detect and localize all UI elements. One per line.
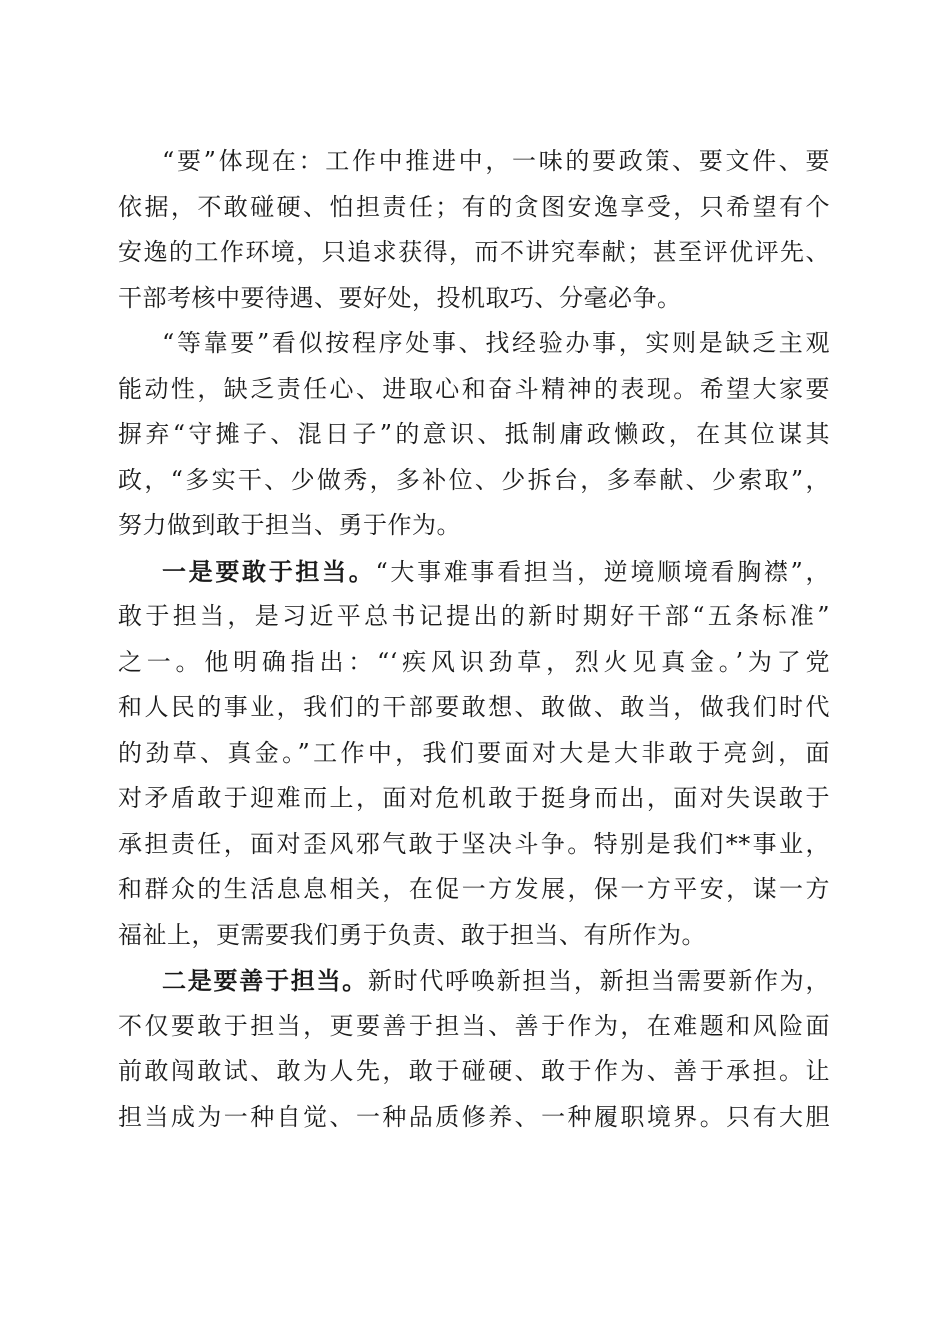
paragraph-line: 依据，不敢碰硬、怕担责任；有的贪图安逸享受，只希望有个 bbox=[118, 192, 830, 221]
paragraph-line: 和人民的事业，我们的干部要敢想、敢做、敢当，做我们时代 bbox=[118, 693, 830, 721]
paragraph-line: 担当成为一种自觉、一种品质修养、一种履职境界。只有大胆 bbox=[118, 1102, 830, 1131]
paragraph-line: 前敢闯敢试、敢为人先，敢于碰硬、敢于作为、善于承担。让 bbox=[118, 1057, 830, 1085]
paragraph-line bbox=[118, 549, 830, 595]
paragraph-line: 承担责任，面对歪风邪气敢于坚决斗争。特别是我们**事业， bbox=[118, 829, 830, 858]
paragraph-line: 不仅要敢于担当，更要善于担当、善于作为，在难题和风险面 bbox=[118, 1011, 830, 1040]
paragraph-lead-heading: 一是要敢于担当。 bbox=[162, 556, 376, 586]
paragraph-line: 敢于担当，是习近平总书记提出的新时期好干部“五条标准” bbox=[118, 602, 830, 630]
paragraph-line: 对矛盾敢于迎难而上，面对危机敢于挺身而出，面对失误敢于 bbox=[118, 784, 830, 812]
paragraph-lead-text: “大事难事看担当，逆境顺境看胸襟”， bbox=[375, 557, 831, 586]
paragraph-line: 福祉上，更需要我们勇于负责、敢于担当、有所作为。 bbox=[118, 920, 706, 949]
paragraph-line: 和群众的生活息息相关，在促一方发展，保一方平安，谋一方 bbox=[118, 875, 830, 903]
paragraph-lead-heading: 二是要善于担当。 bbox=[162, 966, 368, 995]
paragraph-line: 的劲草、真金。”工作中，我们要面对大是大非敢于亮剑，面 bbox=[118, 738, 830, 767]
body-text bbox=[118, 139, 830, 1140]
paragraph-lead-text: 新时代呼唤新担当，新担当需要新作为， bbox=[367, 967, 831, 995]
paragraph-line bbox=[118, 958, 830, 1004]
paragraph-line: 干部考核中要待遇、要好处，投机取巧、分毫必争。 bbox=[118, 283, 682, 312]
paragraph-line: “等靠要”看似按程序处事、找经验办事，实则是缺乏主观 bbox=[162, 329, 830, 357]
paragraph-line: 之一。他明确指出：“‘疾风识劲草，烈火见真金。’为了党 bbox=[118, 647, 830, 676]
paragraph-line: 努力做到敢于担当、勇于作为。 bbox=[118, 511, 461, 539]
paragraph-line: “要”体现在：工作中推进中，一味的要政策、要文件、要 bbox=[162, 147, 830, 175]
paragraph-line: 政，“多实干、少做秀，多补位、少拆台，多奉献、少索取”， bbox=[118, 465, 830, 494]
paragraph-line: 能动性，缺乏责任心、进取心和奋斗精神的表现。希望大家要 bbox=[118, 374, 830, 403]
paragraph-line: 摒弃“守摊子、混日子”的意识、抵制庸政懒政，在其位谋其 bbox=[118, 420, 830, 448]
paragraph-line: 安逸的工作环境，只追求获得，而不讲究奉献；甚至评优评先、 bbox=[118, 238, 830, 266]
